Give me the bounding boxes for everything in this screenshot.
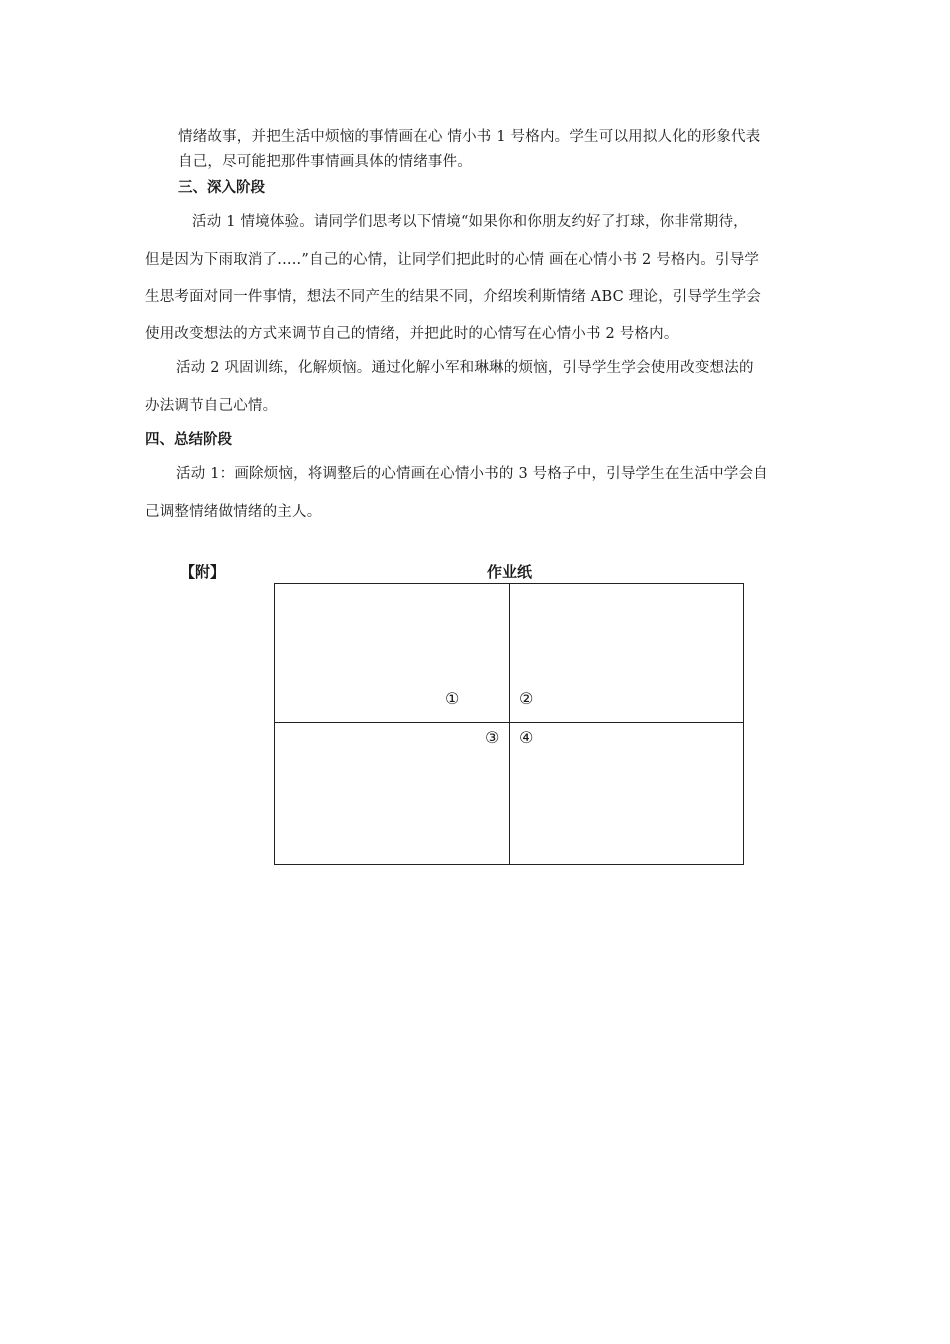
section-heading-summary: 四、总结阶段	[145, 432, 232, 448]
cell-number-2: ②	[519, 689, 534, 708]
worksheet-grid	[274, 583, 744, 865]
paragraph-line: 活动 2 巩固训练，化解烦恼。通过化解小军和琳琳的烦恼，引导学生学会使用改变想法的	[176, 360, 754, 376]
worksheet-title: 作业纸	[486, 563, 532, 581]
paragraph-line: 活动 1 情境体验。请同学们思考以下情境“如果你和你朋友约好了打球，你非常期待，	[192, 214, 748, 230]
paragraph-line: 办法调节自己心情。	[145, 398, 278, 414]
paragraph-line: 但是因为下雨取消了.....”自己的心情，让同学们把此时的心情 画在心情小书 2 号格内。引导学	[145, 252, 760, 268]
paragraph-line: 自己，尽可能把那件事情画具体的情绪事件。	[178, 154, 472, 170]
cell-number-4: ④	[519, 728, 534, 747]
grid-divider-horizontal	[275, 722, 743, 723]
paragraph-line: 己调整情绪做情绪的主人。	[145, 504, 322, 520]
cell-number-3: ③	[485, 728, 500, 747]
paragraph-line: 活动 1：画除烦恼，将调整后的心情画在心情小书的 3 号格子中，引导学生在生活中学会自	[176, 466, 768, 482]
grid-divider-vertical	[509, 584, 510, 864]
section-heading-deepen: 三、深入阶段	[178, 180, 265, 196]
paragraph-line: 使用改变想法的方式来调节自己的情绪，并把此时的心情写在心情小书 2 号格内。	[145, 326, 679, 342]
cell-number-1: ①	[445, 689, 460, 708]
appendix-label: 【附】	[180, 563, 226, 581]
paragraph-line: 情绪故事，并把生活中烦恼的事情画在心 情小书 1 号格内。学生可以用拟人化的形象代表	[178, 129, 761, 145]
paragraph-line: 生思考面对同一件事情，想法不同产生的结果不同，介绍埃利斯情绪 ABC 理论，引导学生学会	[145, 289, 762, 305]
